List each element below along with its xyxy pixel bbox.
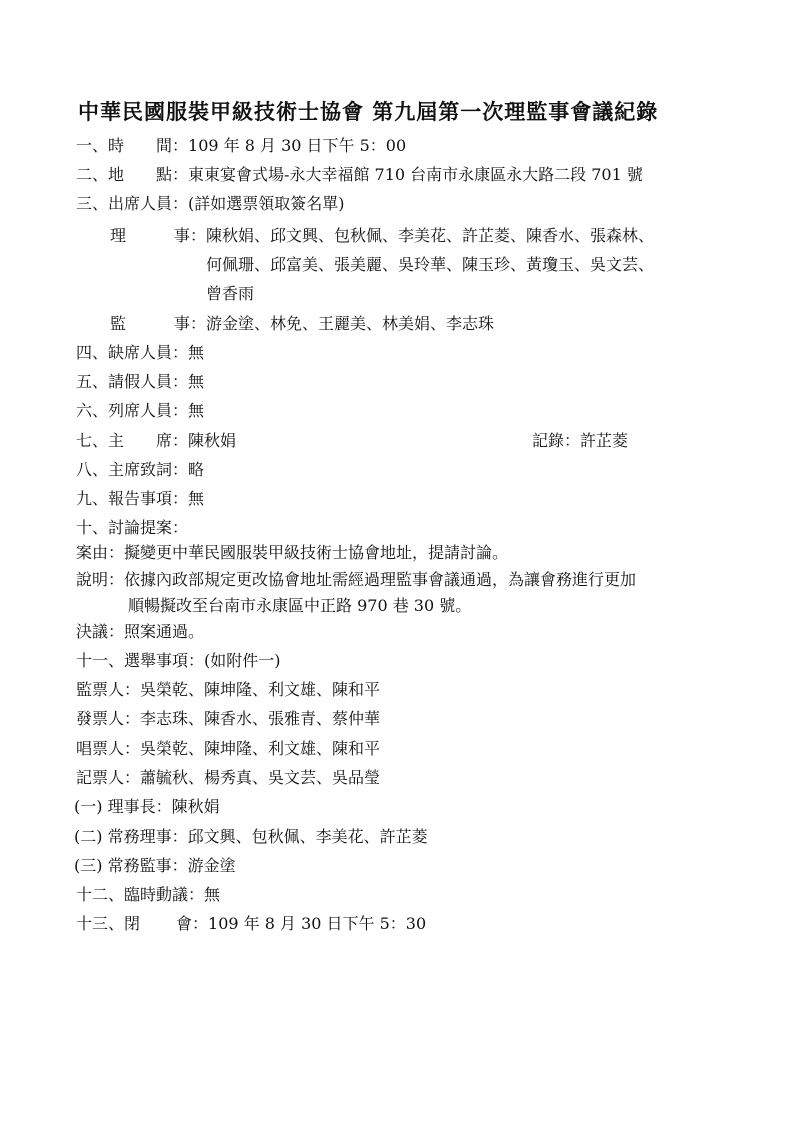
closing-line bbox=[76, 914, 426, 934]
result-standing-supervisor-label: (三) 常務監事： bbox=[74, 856, 188, 875]
ballot-monitors-line bbox=[76, 680, 380, 700]
reports-line bbox=[76, 489, 204, 509]
chair-value: 陳秋娟 bbox=[188, 431, 237, 450]
absent-label: 四、缺席人員： bbox=[76, 343, 189, 362]
closing-label-a: 十三、閉 bbox=[76, 914, 141, 933]
absent-value: 無 bbox=[188, 343, 205, 362]
case-value: 擬變更中華民國服裝甲級技術士協會地址，提請討論。 bbox=[124, 543, 509, 562]
supervisors-line bbox=[110, 314, 494, 334]
chair-label-b: 席： bbox=[156, 431, 189, 450]
time-line bbox=[76, 136, 406, 156]
result-standing-directors-value: 邱文興、包秋佩、李美花、許芷菱 bbox=[187, 827, 428, 846]
observers-value: 無 bbox=[188, 401, 205, 420]
result-standing-supervisor-line bbox=[74, 856, 236, 876]
motions-line bbox=[76, 885, 220, 905]
place-line bbox=[76, 165, 643, 185]
recorder: 記錄：許芷菱 bbox=[532, 431, 629, 450]
directors-line bbox=[110, 226, 654, 246]
chair-label-a: 七、主 bbox=[76, 431, 125, 450]
time-label-b: 間： bbox=[156, 136, 189, 155]
ballot-monitors-label: 監票人： bbox=[76, 680, 141, 699]
chair-line bbox=[76, 431, 236, 451]
reports-label: 九、報告事項： bbox=[76, 489, 189, 508]
directors-label-a: 理 bbox=[110, 226, 127, 245]
resolution-label: 決議： bbox=[76, 622, 125, 641]
ballot-recorders-line bbox=[76, 768, 380, 788]
document-title: 中華民國服裝甲級技術士協會 第九屆第一次理監事會議紀錄 bbox=[78, 100, 659, 124]
supervisors-label-b: 事： bbox=[174, 314, 207, 333]
ballot-callers-value: 吳榮乾、陳坤隆、利文雄、陳和平 bbox=[140, 739, 381, 758]
explanation-line-1: 依據內政部規定更改協會地址需經過理監事會議通過，為讓會務進行更加 bbox=[124, 570, 637, 589]
directors-list-line-2: 何佩珊、邱富美、張美麗、吳玲華、陳玉珍、黃瓊玉、吳文芸、 bbox=[206, 255, 655, 274]
closing-value: 109 年 8 月 30 日下午 5：30 bbox=[208, 914, 427, 933]
chair-speech-value: 略 bbox=[188, 460, 205, 479]
time-value: 109 年 8 月 30 日下午 5：00 bbox=[188, 136, 407, 155]
chair-speech-line bbox=[76, 460, 204, 480]
directors-list-line-3: 曾香雨 bbox=[206, 284, 255, 303]
motions-value: 無 bbox=[204, 885, 221, 904]
leave-value: 無 bbox=[188, 372, 205, 391]
reports-value: 無 bbox=[188, 489, 205, 508]
result-standing-supervisor-value: 游金塗 bbox=[187, 856, 236, 875]
place-label-a: 二、地 bbox=[76, 165, 125, 184]
explanation-label: 說明： bbox=[76, 570, 125, 589]
result-president-label: (一) 理事長： bbox=[74, 797, 172, 816]
election-value: (如附件一) bbox=[204, 651, 281, 670]
explanation-line bbox=[76, 570, 636, 590]
discussion-line bbox=[76, 518, 188, 538]
ballot-issuers-line bbox=[76, 709, 380, 729]
ballot-monitors-value: 吳榮乾、陳坤隆、利文雄、陳和平 bbox=[140, 680, 381, 699]
ballot-recorders-value: 蕭毓秋、楊秀真、吳文芸、吳品瑩 bbox=[140, 768, 381, 787]
attendees-label: 三、出席人員： bbox=[76, 194, 189, 213]
election-label: 十一、選舉事項： bbox=[76, 651, 205, 670]
motions-label: 十二、臨時動議： bbox=[76, 885, 205, 904]
case-label: 案由： bbox=[76, 543, 125, 562]
ballot-issuers-value: 李志珠、陳香水、張雅青、蔡仲華 bbox=[140, 709, 381, 728]
observers-line bbox=[76, 401, 204, 421]
directors-label-b: 事： bbox=[174, 226, 207, 245]
ballot-issuers-label: 發票人： bbox=[76, 709, 141, 728]
time-label-a: 一、時 bbox=[76, 136, 125, 155]
result-standing-directors-line bbox=[74, 827, 428, 847]
supervisors-value: 游金塗、林免、王麗美、林美娟、李志珠 bbox=[206, 314, 495, 333]
supervisors-label-a: 監 bbox=[110, 314, 127, 333]
result-president-line bbox=[74, 797, 220, 817]
case-line bbox=[76, 543, 508, 563]
ballot-recorders-label: 記票人： bbox=[76, 768, 141, 787]
explanation-line-2: 順暢擬改至台南市永康區中正路 970 巷 30 號。 bbox=[128, 596, 472, 615]
attendees-value: (詳如選票領取簽名單) bbox=[188, 194, 345, 213]
ballot-callers-line bbox=[76, 739, 380, 759]
election-line bbox=[76, 651, 281, 671]
closing-label-b: 會： bbox=[176, 914, 209, 933]
absent-line bbox=[76, 343, 204, 363]
resolution-line bbox=[76, 622, 204, 642]
leave-label: 五、請假人員： bbox=[76, 372, 189, 391]
attendees-line bbox=[76, 194, 345, 214]
result-standing-directors-label: (二) 常務理事： bbox=[74, 827, 188, 846]
observers-label: 六、列席人員： bbox=[76, 401, 189, 420]
place-value: 東東宴會式場-永大幸福館 710 台南市永康區永大路二段 701 號 bbox=[188, 165, 643, 184]
discussion-label: 十、討論提案： bbox=[76, 518, 189, 537]
place-label-b: 點： bbox=[156, 165, 189, 184]
leave-line bbox=[76, 372, 204, 392]
chair-speech-label: 八、主席致詞： bbox=[76, 460, 189, 479]
ballot-callers-label: 唱票人： bbox=[76, 739, 141, 758]
directors-list-line-1: 陳秋娟、邱文興、包秋佩、李美花、許芷菱、陳香水、張森林、 bbox=[206, 226, 655, 245]
resolution-value: 照案通過。 bbox=[124, 622, 205, 641]
result-president-value: 陳秋娟 bbox=[171, 797, 220, 816]
